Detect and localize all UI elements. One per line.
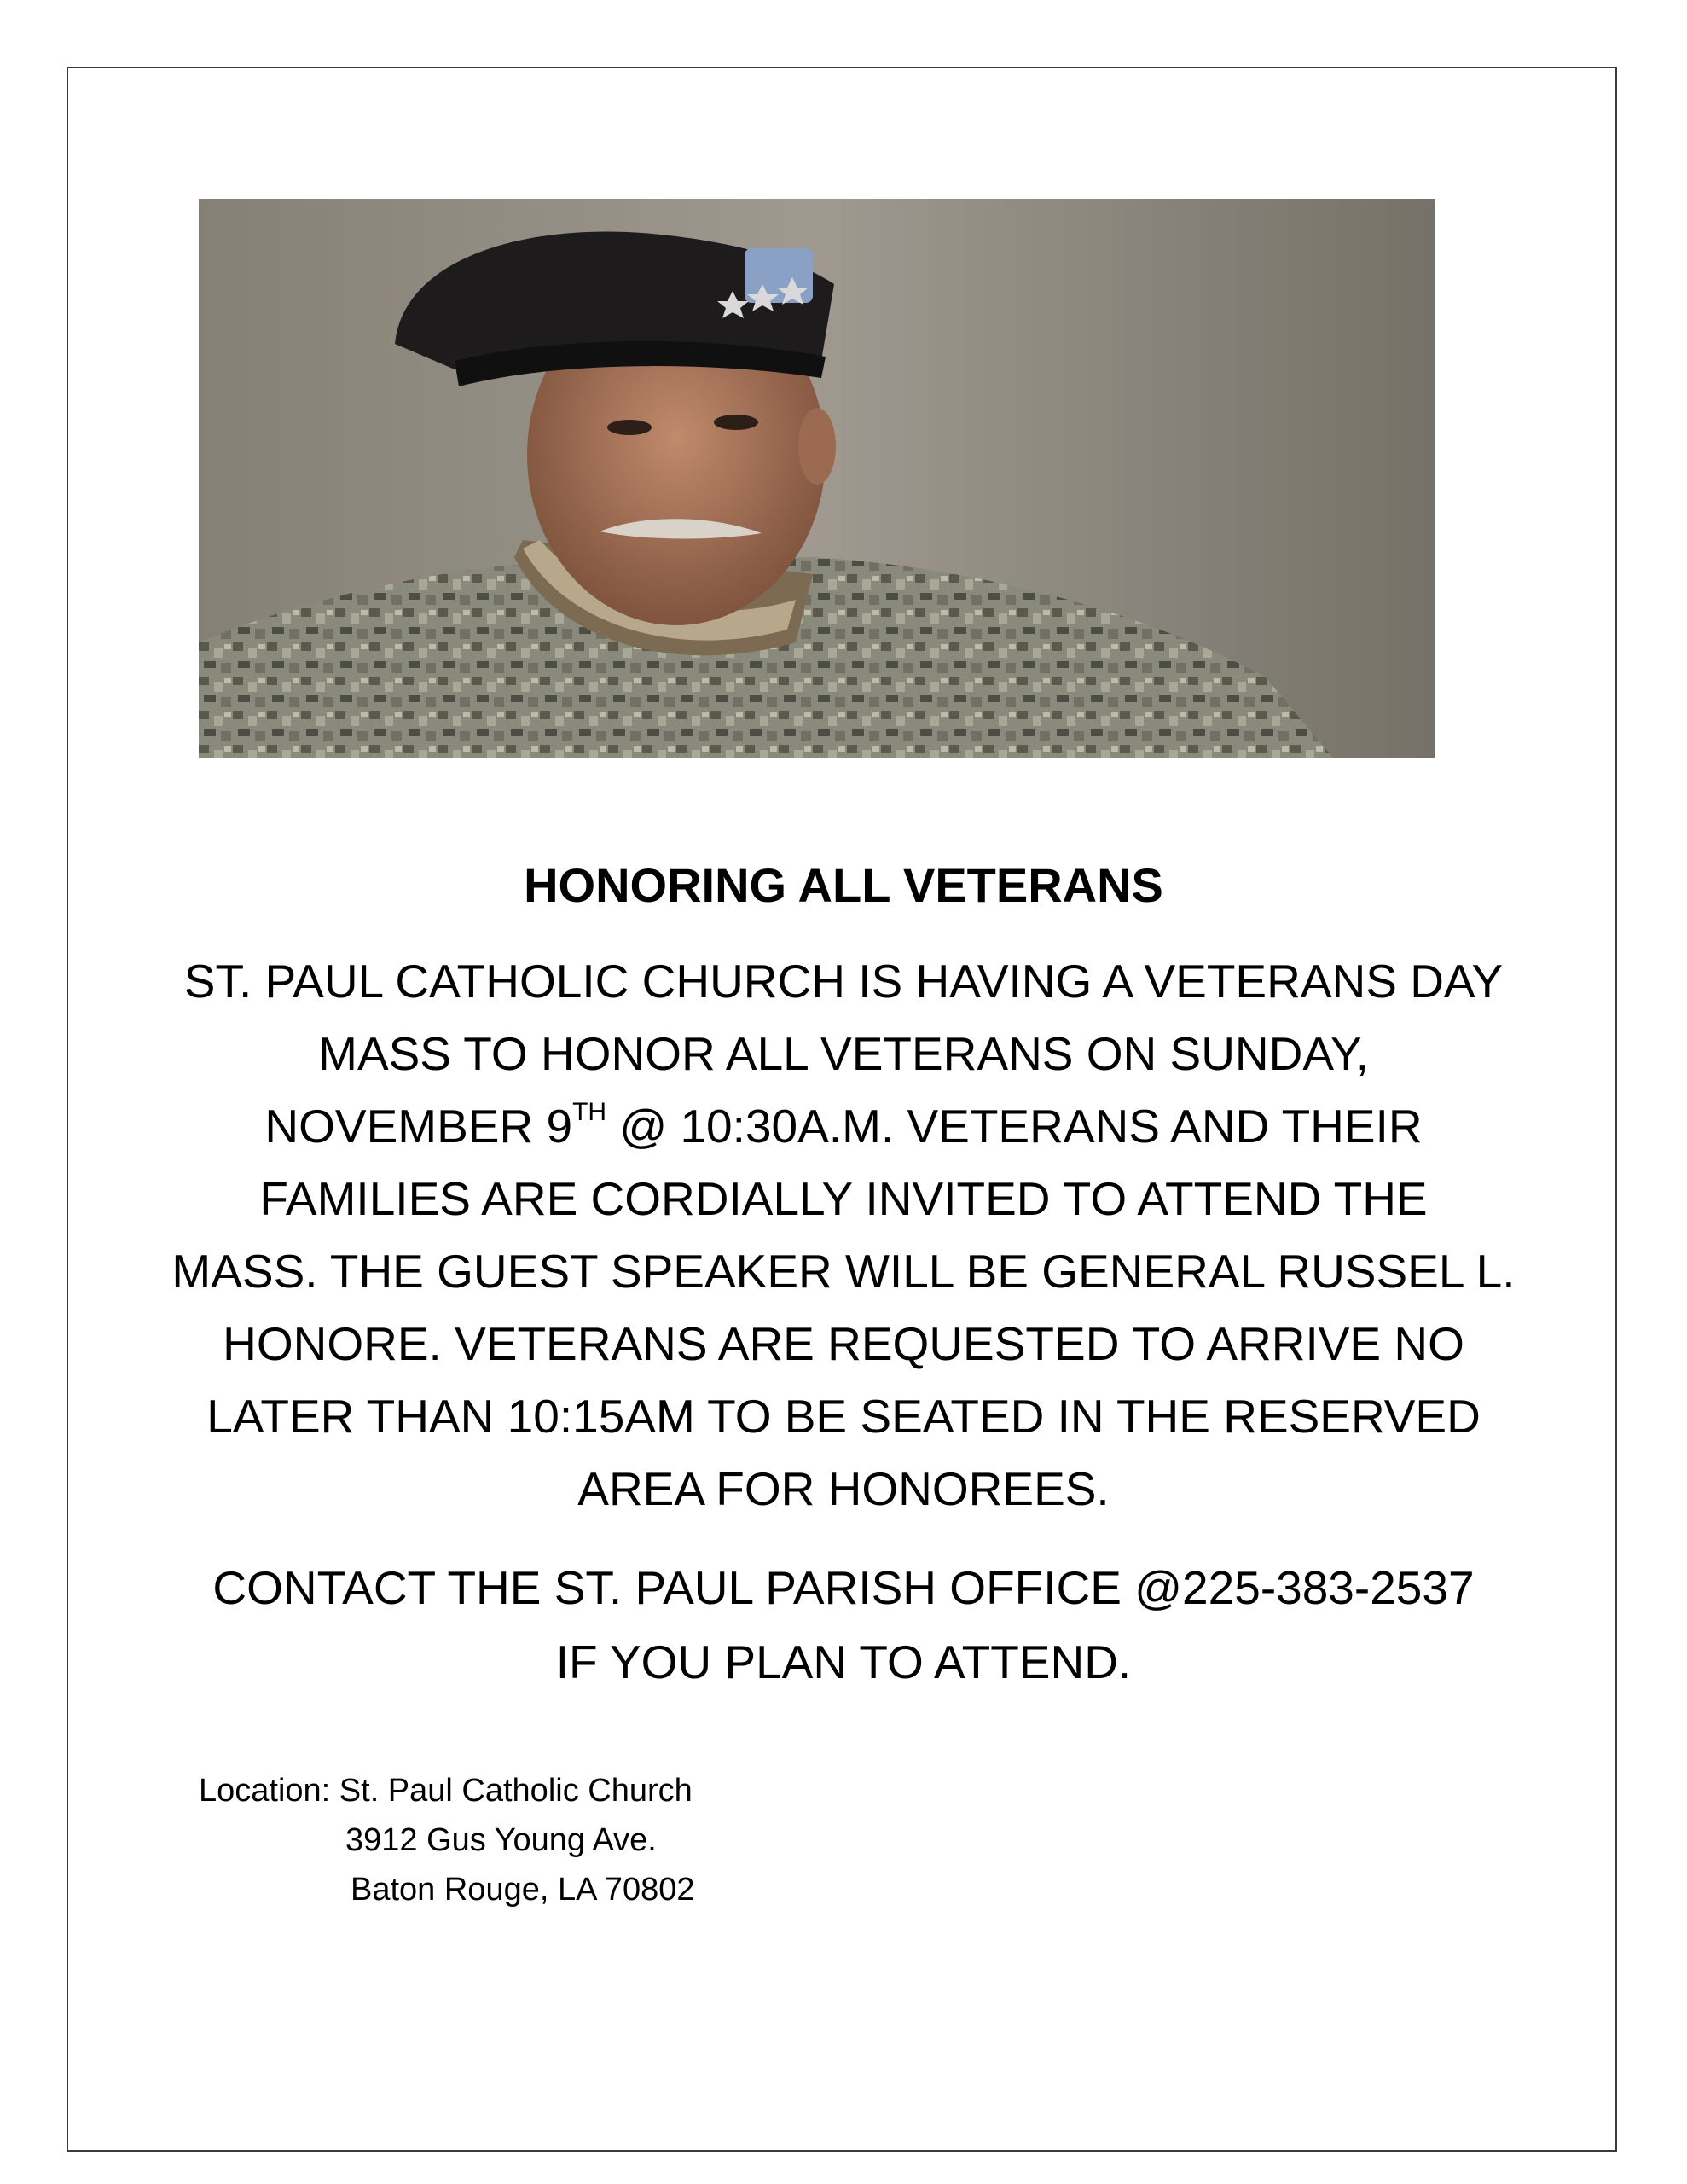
body-line: AREA FOR HONOREES. xyxy=(577,1462,1110,1515)
body-line: HONORE. VETERANS ARE REQUESTED TO ARRIVE NO xyxy=(223,1317,1464,1370)
contact-line: IF YOU PLAN TO ATTEND. xyxy=(555,1635,1132,1688)
body-line: FAMILIES ARE CORDIALLY INVITED TO ATTEND THE xyxy=(259,1172,1428,1225)
body-line: ST. PAUL CATHOLIC CHURCH IS HAVING A VETERANS DAY xyxy=(183,955,1504,1008)
contact-line: CONTACT THE ST. PAUL PARISH OFFICE @225-383-2537 xyxy=(212,1561,1475,1614)
time-text: @ 10:30A.M. VETERANS AND THEIR xyxy=(606,1100,1423,1153)
body-line xyxy=(171,1090,1516,1163)
body-line: MASS TO HONOR ALL VETERANS ON SUNDAY, xyxy=(318,1027,1369,1080)
body-line: MASS. THE GUEST SPEAKER WILL BE GENERAL RUSSEL L. xyxy=(171,1245,1516,1298)
body-line: LATER THAN 10:15AM TO BE SEATED IN THE RESERVED xyxy=(206,1390,1481,1443)
location-label: Location: St. Paul Catholic Church xyxy=(199,1773,693,1809)
veteran-photo xyxy=(199,199,1435,758)
location-city: Baton Rouge, LA 70802 xyxy=(351,1872,695,1908)
veteran-portrait-icon xyxy=(199,199,1435,758)
headline: HONORING ALL VETERANS xyxy=(524,858,1163,912)
announcement-body xyxy=(171,945,1516,1525)
location-block xyxy=(199,1766,695,1914)
date-ordinal-suffix: TH xyxy=(572,1098,607,1126)
location-street: 3912 Gus Young Ave. xyxy=(345,1822,657,1858)
date-text: NOVEMBER 9 xyxy=(264,1100,573,1153)
contact-info xyxy=(171,1551,1516,1699)
